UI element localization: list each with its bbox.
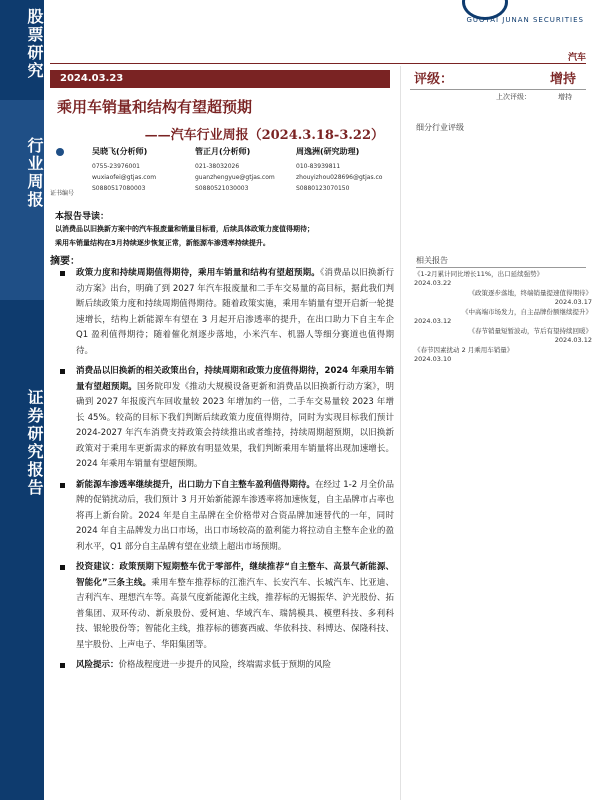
company-logo-text: GUOTAI JUNAN SECURITIES	[466, 16, 584, 24]
column-divider	[400, 66, 401, 800]
bullet-text: 价格战程度进一步提升的风险，终端需求低于预期的风险	[118, 660, 332, 670]
rating-value: 增持	[549, 72, 576, 87]
bullet-square-icon	[60, 663, 65, 668]
author-cert: S0880517080003	[92, 185, 146, 192]
author-card	[92, 146, 156, 194]
report-title: 乘用车销量和结构有望超预期	[57, 98, 253, 116]
report-date-bar	[50, 70, 390, 88]
guide-line: 以消费品以旧换新方案中的汽车报废量和销量目标看，后续具体政策力度值得期待；	[55, 225, 314, 233]
sidebar-bottom-text: 证券研究报告	[25, 389, 44, 497]
sidebar-top-text: 股票研究	[25, 8, 44, 80]
sub-industry-rating-label: 细分行业评级	[416, 123, 464, 132]
bullet-lead: 投资建议：政策预期下短期整车优于零部件，继续推荐“自主整车、高景气新能源、智能化”三条主线。	[76, 562, 394, 588]
rating-divider	[410, 89, 586, 90]
author-cert: S0880123070150	[296, 185, 350, 192]
abstract-bullets	[58, 266, 394, 679]
related-report-title: 《中高端市场发力，自主品牌份额继续提升》	[462, 308, 592, 316]
abstract-bullet	[58, 478, 394, 556]
author-email[interactable]: wuxiaofei@gtjas.com	[92, 174, 157, 181]
related-report-date: 2024.03.12	[414, 316, 452, 325]
sidebar-middle-text: 行业周报	[25, 137, 44, 209]
author-name: 周逸洲(研究助理)	[296, 147, 360, 156]
left-sidebar	[0, 0, 44, 800]
authors-block	[50, 146, 390, 200]
report-category: 汽车	[567, 53, 586, 63]
abstract-bullet	[58, 560, 394, 653]
related-report-title: 《春节销量短暂波动，节后有望持续回暖》	[468, 327, 592, 335]
previous-rating-label: 上次评级：	[496, 93, 531, 101]
related-report-item[interactable]	[414, 289, 592, 306]
bullet-square-icon	[60, 271, 65, 276]
related-reports-heading: 相关报告	[416, 256, 448, 265]
bullet-text: 乘用车整车推荐标的江淮汽车、长安汽车、长城汽车、比亚迪、吉利汽车、理想汽车等。高景气度新能源化主线，推荐标的无锡振华、沪光股份、拓普集团、双环传动、新泉股份、爱柯迪、华域汽车、瑞鹄模具、模塑科技、多利科技、银轮股份等；智能化主线，推荐标的德赛西威、华依科技、科博达、保隆科技、星宇股份、上声电子、华阳集团等。	[76, 577, 394, 650]
abstract-bullet	[58, 364, 394, 473]
author-email[interactable]: zhouyizhou028696@gtjas.co	[296, 174, 383, 181]
guide-line: 乘用车销量结构在3月持续逐步恢复正常，新能源车渗透率持续提升。	[55, 239, 270, 247]
related-report-title: 《1-2月累计同比增长11%，出口延续强势》	[414, 270, 544, 278]
related-report-item[interactable]	[414, 308, 592, 325]
cert-row-label: 证书编号	[50, 190, 75, 197]
rating-label: 评级：	[414, 72, 454, 87]
author-name: 吴晓飞(分析师)	[92, 147, 148, 156]
bullet-square-icon	[60, 483, 65, 488]
related-report-title: 《政策逐步落地，终端销量提速值得期待》	[468, 289, 592, 297]
author-email[interactable]: guanzhengyue@gtjas.com	[195, 174, 275, 181]
report-subtitle: ——汽车行业周报（2024.3.18-3.22）	[144, 128, 384, 143]
author-card	[195, 146, 275, 194]
header-divider	[50, 63, 586, 64]
related-reports-list	[414, 270, 592, 365]
abstract-heading: 摘要：	[50, 256, 80, 267]
author-cert: S0880521030003	[195, 185, 249, 192]
related-report-item[interactable]	[414, 270, 592, 287]
bullet-text: 国务院印发《推动大规模设备更新和消费品以旧换新行动方案》，明确到 2027 年报废汽车回收量较 2023 年增加约一倍，二手车交易量较 2023 年增长 45%。较高的目标下我们判断后续政策力度值得期待，同时为实现目标我们预计 2024-2027 年汽车消费支持政策会持续推出或者维持，持续周期超预期，以旧换新政策对于乘用车更新需求的释放有明显效果，我们判断乘用车销量将出现加速增长。2024 年乘用车销量有望超预期。	[76, 381, 394, 469]
related-report-item[interactable]	[414, 327, 592, 344]
bullet-square-icon	[60, 369, 65, 374]
bullet-lead: 风险提示：	[76, 660, 119, 670]
related-report-title: 《春节因素扰动 2 月乘用车销量》	[414, 346, 514, 354]
author-card	[296, 146, 382, 194]
report-date: 2024.03.23	[60, 73, 124, 84]
abstract-bullet	[58, 658, 394, 674]
related-report-date: 2024.03.12	[554, 335, 592, 344]
abstract-bullet	[58, 266, 394, 359]
bullet-square-icon	[60, 565, 65, 570]
author-name: 管正月(分析师)	[195, 147, 251, 156]
bullet-text: 《消费品以旧换新行动方案》出台，明确了到 2027 年汽车报废量和二手车交易量的高目标，据此我们判断后续政策力度和持续周期值得期待。随着政策实施，乘用车销量有望开启新一轮提速增长，结构上新能源车有望在 3 月起开启渗透率的提升，在出口助力下自主车企 Q1 盈利值得期待；随着催化剂逐步落地，小米汽车、机器人等细分赛道也值得期待。	[76, 268, 394, 356]
related-report-date: 2024.03.10	[414, 354, 452, 363]
related-report-item[interactable]	[414, 346, 592, 363]
bullet-lead: 新能源车渗透率继续提升，出口助力下自主整车盈利值得期待。	[76, 479, 315, 490]
guide-heading: 本报告导读：	[55, 212, 110, 222]
author-phone: 0755-23976001	[92, 163, 140, 170]
bullet-lead: 消费品以旧换新的相关政策出台，持续周期和政策力度值得期待，2024 年乘用车销量有望超预期。	[76, 366, 394, 392]
bullet-text: 在经过 1-2 月全价品牌的促销扰动后，我们预计 3 月开始新能源车渗透率将加速恢复，自主品牌市占率也将再上新台阶。2024 年是自主品牌在全价格带对合资品牌加速替代的一年，同时 2024 年自主品牌发力出口市场，出口市场较高的盈利能力将拉动自主整车企业的盈利水平，Q1 部分自主品牌有望在业绩上超出市场预期。	[76, 479, 394, 552]
related-report-date: 2024.03.22	[414, 278, 452, 287]
page-header	[44, 0, 600, 46]
analyst-avatar-icon	[56, 148, 64, 156]
related-divider	[416, 267, 586, 268]
author-phone: 010-83939811	[296, 163, 341, 170]
bullet-lead: 政策力度和持续周期值得期待，乘用车销量和结构有望超预期。	[76, 268, 321, 278]
previous-rating-value: 增持	[558, 93, 572, 101]
author-phone: 021-38032026	[195, 163, 240, 170]
related-report-date: 2024.03.17	[554, 297, 592, 306]
